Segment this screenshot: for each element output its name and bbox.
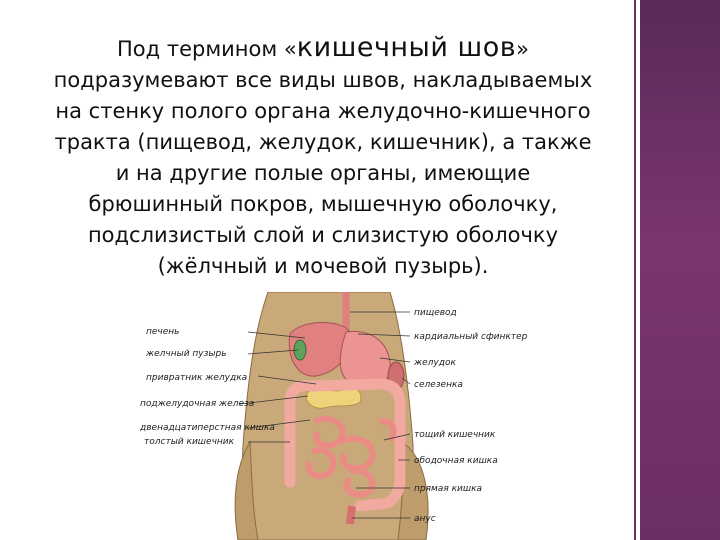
term-prefix: Под термином « xyxy=(117,37,297,61)
rectum xyxy=(350,506,352,524)
paragraph-line-8: (жёлчный и мочевой пузырь). xyxy=(157,254,489,278)
label-anus: анус xyxy=(414,514,436,524)
paragraph-line-3: на стенку полого органа желудочно-кишечного xyxy=(55,99,591,123)
paragraph-line-6: брюшинный покров, мышечную оболочку, xyxy=(88,192,558,216)
label-esophagus: пищевод xyxy=(414,308,457,318)
term-highlight: кишечный шов xyxy=(296,32,517,63)
paragraph-line-1 xyxy=(28,32,618,65)
paragraph-line-5: и на другие полые органы, имеющие xyxy=(115,161,531,185)
label-gallbladder: желчный пузырь xyxy=(146,349,227,359)
label-cardiac-sphincter: кардиальный сфинктер xyxy=(414,332,528,342)
digestive-system-illustration xyxy=(140,292,560,540)
label-large-intestine: толстый кишечник xyxy=(144,437,235,447)
label-duodenum: двенадцатиперстная кишка xyxy=(140,423,275,433)
label-pylorus: привратник желудка xyxy=(146,373,248,383)
paragraph-line-2: подразумевают все виды швов, накладываемых xyxy=(53,68,593,92)
label-spleen: селезенка xyxy=(414,380,463,390)
term-suffix: » xyxy=(516,37,529,61)
paragraph-line-4: тракта (пищевод, желудок, кишечник), а также xyxy=(54,130,592,154)
label-colon: ободочная кишка xyxy=(414,456,498,466)
accent-divider-line xyxy=(634,0,636,540)
anatomy-drawing xyxy=(140,292,560,540)
label-jejunum: тощий кишечник xyxy=(414,430,496,440)
label-rectum: прямая кишка xyxy=(414,484,483,494)
definition-paragraph xyxy=(28,32,618,282)
label-stomach: желудок xyxy=(414,358,456,368)
label-liver: печень xyxy=(146,327,180,337)
accent-sidebar xyxy=(640,0,720,540)
paragraph-line-7: подслизистый слой и слизистую оболочку xyxy=(87,223,559,247)
label-pancreas: поджелудочная железа xyxy=(140,399,255,409)
